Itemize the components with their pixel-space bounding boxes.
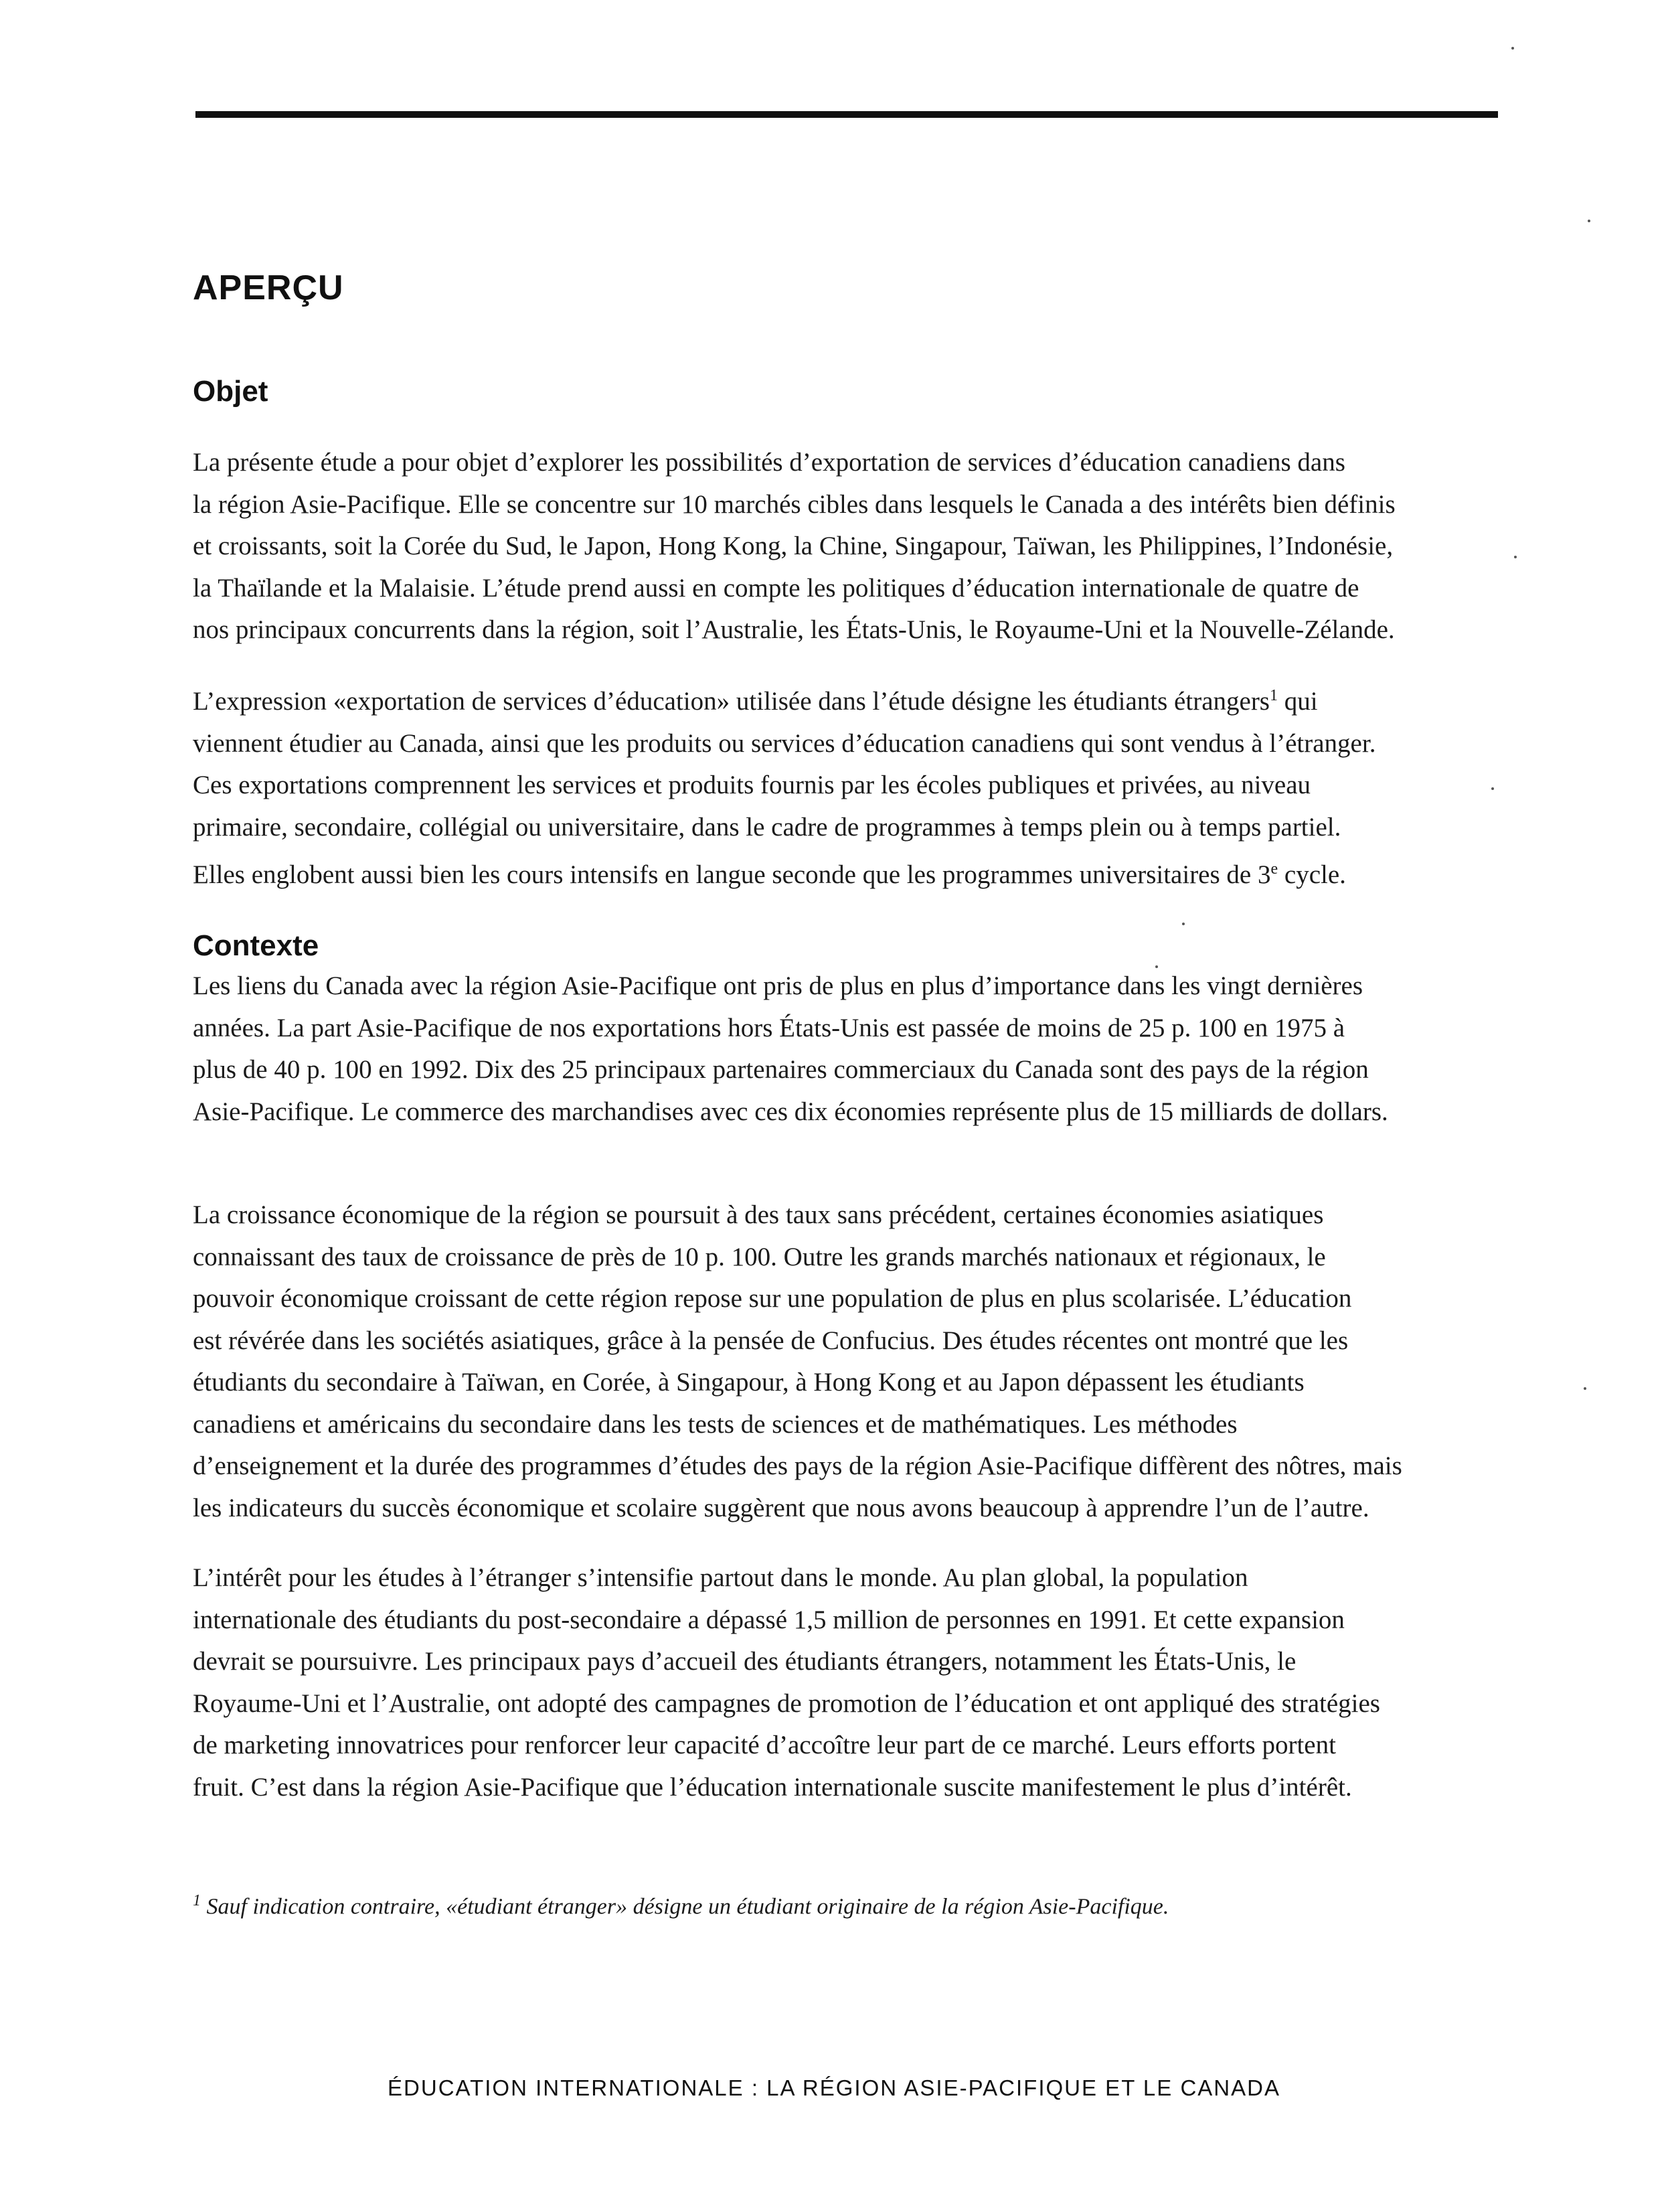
section-heading-contexte: Contexte (193, 929, 319, 962)
scan-speck (1514, 556, 1517, 558)
text-line: les indicateurs du succès économique et scolaire suggèrent que nous avons beaucoup à apprendre l’un de l’autre. (193, 1493, 1369, 1522)
scan-speck (1155, 965, 1158, 968)
scan-speck (1182, 923, 1185, 925)
page-footer: ÉDUCATION INTERNATIONALE : LA RÉGION ASIE-PACIFIQUE ET LE CANADA (388, 2075, 1280, 2100)
paragraph-objet-1 (193, 442, 1518, 651)
scan-speck (1491, 787, 1494, 790)
text-line: viennent étudier au Canada, ainsi que les produits ou services d’éducation canadiens qui sont vendus à l’étranger. (193, 728, 1376, 758)
text-line: d’enseignement et la durée des programmes d’études des pays de la région Asie-Pacifique diffèrent des nôtres, mais (193, 1451, 1402, 1480)
text-line: La croissance économique de la région se poursuit à des taux sans précédent, certaines économies asiatiques (193, 1200, 1324, 1229)
text-line: nos principaux concurrents dans la région, soit l’Australie, les États-Unis, le Royaume-Uni et la Nouvelle-Zélande. (193, 615, 1395, 644)
scan-speck (1511, 47, 1514, 50)
text-line: étudiants du secondaire à Taïwan, en Corée, à Singapour, à Hong Kong et au Japon dépassent les étudiants (193, 1368, 1305, 1397)
text-line: est révérée dans les sociétés asiatiques, grâce à la pensée de Confucius. Des études récentes ont montré que les (193, 1326, 1349, 1355)
text-line: internationale des étudiants du post-secondaire a dépassé 1,5 million de personnes en 1991. Et cette expansion (193, 1605, 1345, 1634)
section-heading-objet: Objet (193, 375, 268, 408)
footnote-text: Sauf indication contraire, «étudiant étranger» désigne un étudiant originaire de la région Asie-Pacifique. (201, 1894, 1169, 1919)
text-line: et croissants, soit la Corée du Sud, le Japon, Hong Kong, la Chine, Singapour, Taïwan, les Philippines, l’Indonésie, (193, 532, 1394, 560)
footnote-number: 1 (193, 1892, 201, 1909)
paragraph-contexte-3 (193, 1557, 1518, 1808)
header-rule (195, 111, 1498, 118)
text-line: Les liens du Canada avec la région Asie-Pacifique ont pris de plus en plus d’importance dans les vingt dernières (193, 971, 1363, 1000)
text-line: la Thaïlande et la Malaisie. L’étude prend aussi en compte les politiques d’éducation internationale de quatre de (193, 573, 1359, 603)
text-line: L’expression «exportation de services d’éducation» utilisée dans l’étude désigne les étudiants étrangers$^1$ qui (193, 687, 1318, 716)
text-line: fruit. C’est dans la région Asie-Pacifique que l’éducation internationale suscite manifestement le plus d’intérêt. (193, 1772, 1352, 1802)
paragraph-contexte-2 (193, 1194, 1518, 1529)
footnote-ref: 1 (1269, 687, 1278, 704)
superscript: e (1270, 860, 1278, 878)
footnote (193, 1892, 1169, 1919)
paragraph-contexte-1 (193, 965, 1518, 1133)
text-line: connaissant des taux de croissance de près de 10 p. 100. Outre les grands marchés nationaux et régionaux, le (193, 1242, 1326, 1271)
text-line: Elles englobent aussi bien les cours intensifs en langue seconde que les programmes universitaires de 3e cycle. (193, 860, 1346, 889)
text-line: primaire, secondaire, collégial ou universitaire, dans le cadre de programmes à temps plein ou à temps partiel. (193, 812, 1341, 842)
text-line: la région Asie-Pacifique. Elle se concentre sur 10 marchés cibles dans lesquels le Canada a des intérêts bien définis (193, 489, 1396, 519)
text-line: plus de 40 p. 100 en 1992. Dix des 25 principaux partenaires commerciaux du Canada sont des pays de la région (193, 1055, 1369, 1084)
text-line: L’intérêt pour les études à l’étranger s’intensifie partout dans le monde. Au plan global, la population (193, 1563, 1248, 1592)
scan-speck (1588, 220, 1590, 222)
text-line: La présente étude a pour objet d’explorer les possibilités d’exportation de services d’éducation canadiens dans (193, 448, 1345, 477)
text-line: Asie-Pacifique. Le commerce des marchandises avec ces dix économies représente plus de 15 milliards de dollars. (193, 1097, 1388, 1126)
text-line: Ces exportations comprennent les services et produits fournis par les écoles publiques et privées, au niveau (193, 771, 1311, 799)
text-line: devrait se poursuivre. Les principaux pays d’accueil des étudiants étrangers, notamment les États-Unis, le (193, 1647, 1297, 1676)
text-line: canadiens et américains du secondaire dans les tests de sciences et de mathématiques. Les méthodes (193, 1409, 1238, 1439)
scan-speck (1584, 1387, 1586, 1390)
text-line: années. La part Asie-Pacifique de nos exportations hors États-Unis est passée de moins de 25 p. 100 en 1975 à (193, 1013, 1345, 1042)
text-line: Royaume-Uni et l’Australie, ont adopté des campagnes de promotion de l’éducation et ont appliqué des stratégies (193, 1688, 1380, 1718)
paragraph-objet-2 (193, 675, 1518, 896)
text-line: de marketing innovatrices pour renforcer leur capacité d’accoître leur part de ce marché. Leurs efforts portent (193, 1731, 1336, 1759)
text-line: pouvoir économique croissant de cette région repose sur une population de plus en plus scolarisée. L’éducation (193, 1284, 1352, 1313)
page-title: APERÇU (193, 268, 344, 307)
